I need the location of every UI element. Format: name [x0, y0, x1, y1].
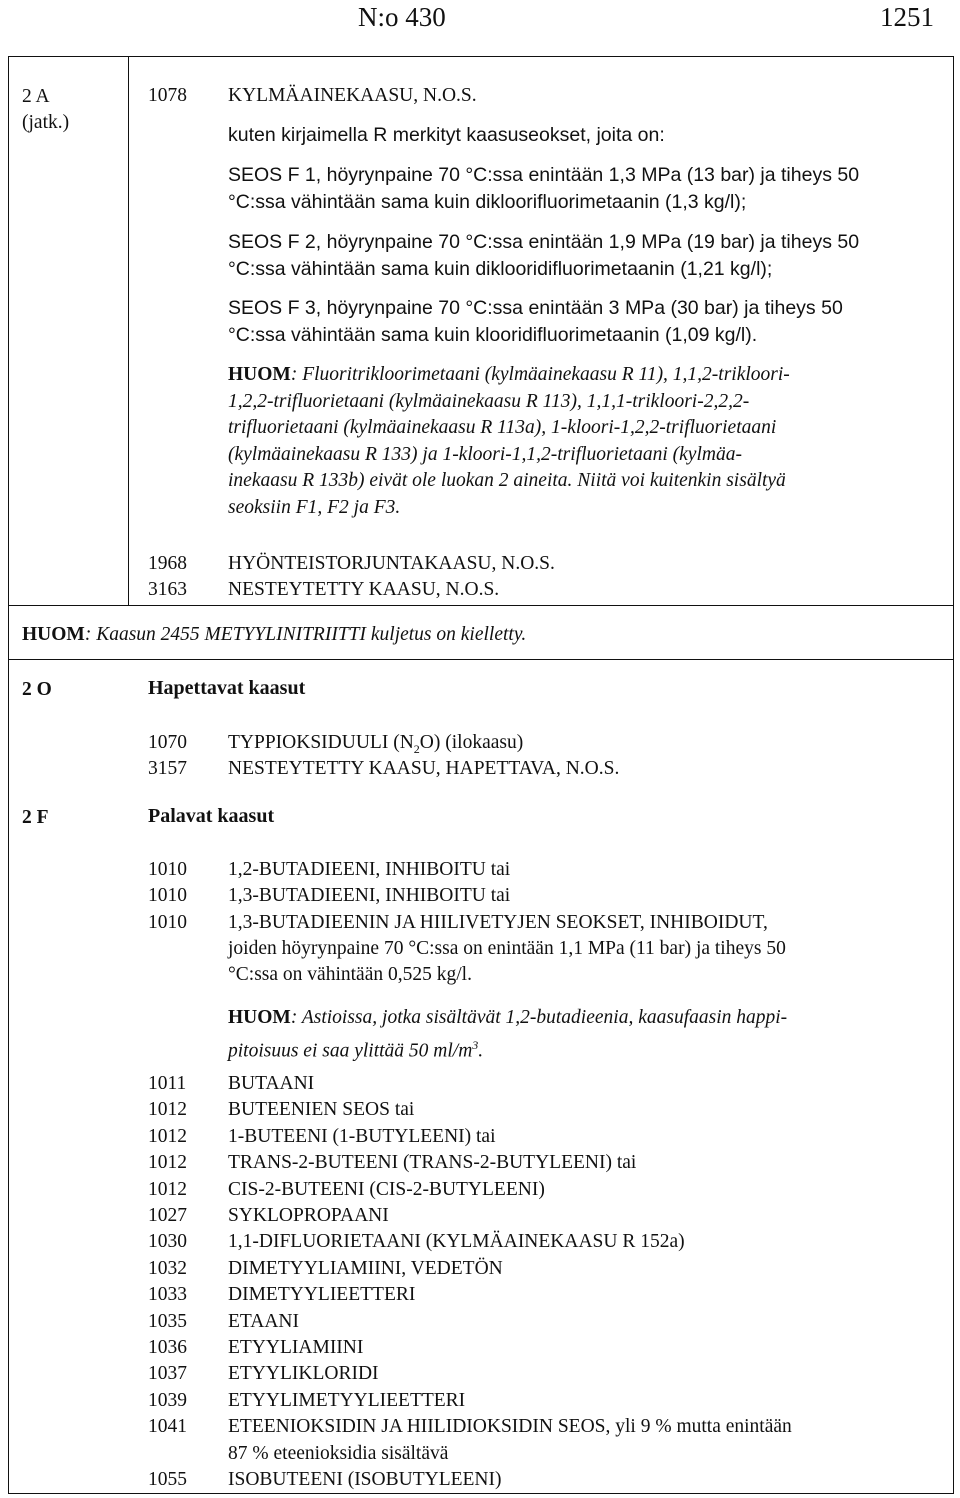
entry-name: BUTAANI [228, 1073, 315, 1094]
entry-continuation: °C:ssa on vähintään 0,525 kg/l. [228, 964, 472, 985]
class-code-2a: 2 A (jatk.) [22, 86, 70, 133]
entry-number: 1011 [148, 1073, 187, 1094]
entry-number: 1041 [148, 1416, 187, 1438]
entry-name: TRANS-2-BUTEENI (TRANS-2-BUTYLEENI) tai [228, 1152, 637, 1174]
entry-name: 1,2-BUTADIEENI, INHIBOITU tai [228, 859, 511, 880]
column-divider [128, 56, 129, 606]
entry-number: 1037 [148, 1363, 187, 1385]
entry-name: SYKLOPROPAANI [228, 1205, 389, 1226]
entry-number: 1070 [148, 732, 187, 753]
mixture-f3: SEOS F 3, höyrynpaine 70 °C:ssa enintään 3 MPa (30 bar) ja tiheys 50 °C:ssa vähintään sama kuin klooridifluorimetaanin (1,09 kg/l). [228, 297, 843, 346]
entry-name: CIS-2-BUTEENI (CIS-2-BUTYLEENI) [228, 1178, 545, 1200]
entry-name: 87 % eteenioksidia sisältävä [228, 1442, 449, 1464]
row-divider [8, 659, 954, 660]
entry-name: ETEENIOKSIDIN JA HIILIDIOKSIDIN SEOS, yli 9 % mutta enintään [228, 1416, 792, 1438]
entry-name: 1,3-BUTADIEENIN JA HIILIVETYJEN SEOKSET, INHIBOIDUT, [228, 912, 768, 933]
entry-number: 3163 [148, 579, 187, 600]
entry-number: 1027 [148, 1205, 187, 1226]
entry-name: NESTEYTETTY KAASU, N.O.S. [228, 579, 500, 600]
entry-name: BUTEENIEN SEOS tai [228, 1099, 415, 1121]
mixture-f1: SEOS F 1, höyrynpaine 70 °C:ssa enintään 1,3 MPa (13 bar) ja tiheys 50 °C:ssa vähintään sama kuin dikloorifluorimetaanin (1,3 kg/l); [228, 164, 860, 213]
entry-name: NESTEYTETTY KAASU, HAPETTAVA, N.O.S. [228, 758, 620, 779]
entry-number: 1010 [148, 912, 187, 933]
page-number: 1251 [880, 2, 934, 32]
entry-number: 1012 [148, 1152, 187, 1174]
entry-name: ETYYLIKLORIDI [228, 1363, 379, 1385]
mixture-intro: kuten kirjaimella R merkityt kaasuseokset, joita on: [228, 124, 665, 146]
entry-name: KYLMÄAINEKAASU, N.O.S. [228, 85, 477, 106]
general-note: HUOM: Kaasun 2455 METYYLINITRIITTI kuljetus on kielletty. [22, 624, 527, 645]
entry-number: 1032 [148, 1257, 187, 1279]
entry-name: TYPPIOKSIDUULI $(N_2O)$ (ilokaasu) [228, 732, 524, 756]
entry-name: ETYYLIAMIINI [228, 1337, 364, 1358]
entry-number: 3157 [148, 758, 187, 779]
page-header-title: N:o 430 [358, 2, 446, 32]
entry-name: DIMETYYLIAMIINI, VEDETÖN [228, 1257, 503, 1279]
entry-name: 1,3-BUTADIEENI, INHIBOITU tai [228, 885, 511, 906]
entry-continuation: joiden höyrynpaine 70 °C:ssa on enintään 1,1 MPa (11 bar) ja tiheys 50 [228, 938, 786, 959]
section-title-flammable: Palavat kaasut [148, 805, 275, 827]
class-code-2o: 2 O [22, 679, 52, 700]
row-divider [8, 605, 954, 606]
note-refrigerant: HUOM: Fluoritrikloorimetaani (kylmäainekaasu R 11), 1,1,2-trikloori- 1,2,2-trifluorietaani (kylmäainekaasu R 113), 1,1,1-trikloori-2,2,2- trifluorietaani (kylmäainekaasu R 113a), 1-kloori-1,2,2-trifluorietaani (kylmäainekaasu R 133) ja 1-kloori-1,1,2-trifluorietaani (kylmäa- inekaasu R 133b) eivät ole luokan 2 aineita. Niitä voi kuitenkin sisältyä seoksiin F1, F2 ja F3. [228, 364, 790, 518]
entry-number: 1012 [148, 1178, 187, 1200]
entry-number: 1010 [148, 885, 187, 906]
entry-number: 1968 [148, 553, 187, 574]
entry-number: 1078 [148, 85, 187, 106]
entry-number: 1035 [148, 1310, 187, 1332]
note-butadiene: HUOM: Astioissa, jotka sisältävät 1,2-butadieenia, kaasufaasin happi- pitoisuus ei saa ylittää 50 $ml/m^3$. [228, 1007, 788, 1061]
entry-number: 1039 [148, 1389, 187, 1411]
section-title-oxidizing: Hapettavat kaasut [148, 677, 306, 699]
entry-number: 1010 [148, 859, 187, 880]
entry-number: 1036 [148, 1337, 187, 1358]
entry-name: 1-BUTEENI (1-BUTYLEENI) tai [228, 1125, 496, 1147]
entry-name: ETYYLIMETYYLIEETTERI [228, 1389, 466, 1411]
entry-name: 1,1-DIFLUORIETAANI (KYLMÄAINEKAASU R 152a) [228, 1231, 685, 1253]
entry-name: ETAANI [228, 1310, 300, 1332]
entry-number: 1030 [148, 1231, 187, 1253]
entry-number: 1033 [148, 1284, 187, 1306]
entry-name: HYÖNTEISTORJUNTAKAASU, N.O.S. [228, 553, 555, 574]
entry-name: DIMETYYLIEETTERI [228, 1284, 416, 1306]
entry-number: 1012 [148, 1125, 187, 1147]
entry-name: ISOBUTEENI (ISOBUTYLEENI) [228, 1469, 502, 1490]
class-code-2f: 2 F [22, 807, 49, 828]
entry-number: 1055 [148, 1469, 187, 1490]
entry-number: 1012 [148, 1099, 187, 1121]
mixture-f2: SEOS F 2, höyrynpaine 70 °C:ssa enintään 1,9 MPa (19 bar) ja tiheys 50 °C:ssa vähintään sama kuin diklooridifluorimetaanin (1,21 kg/l); [228, 231, 860, 280]
